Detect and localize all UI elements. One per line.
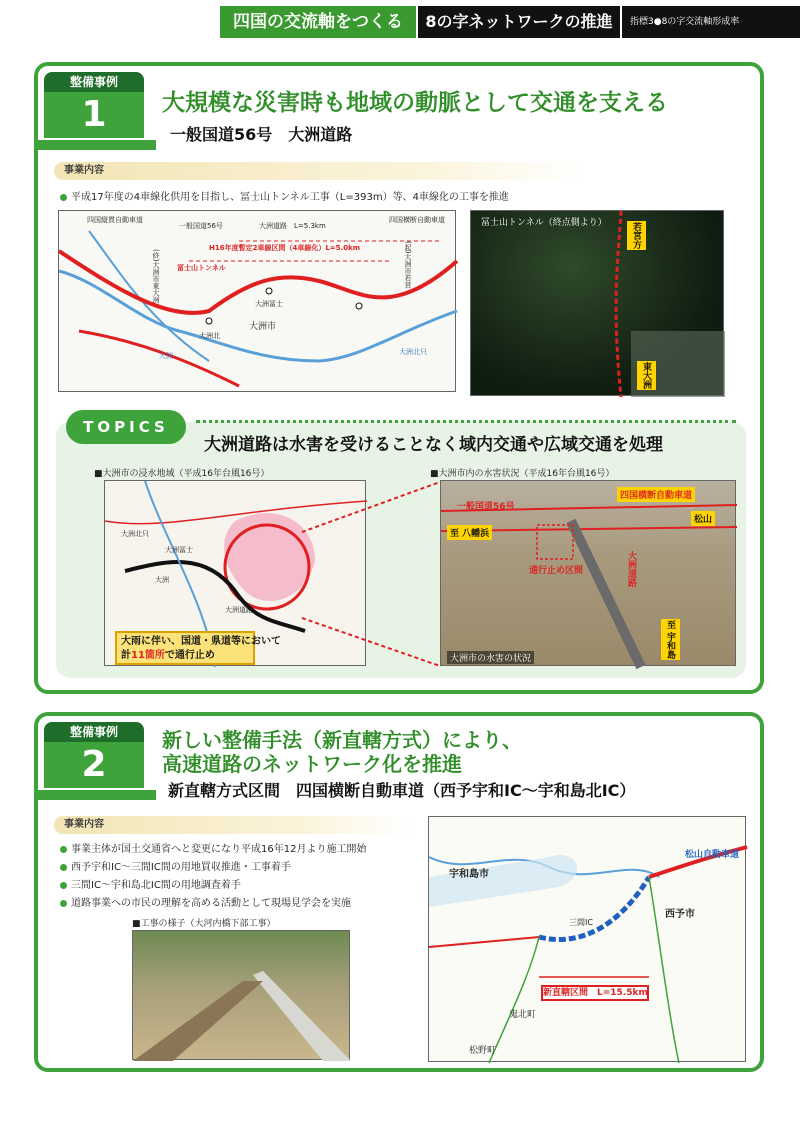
case2-title-line2: 高速道路のネットワーク化を推進 <box>162 752 462 776</box>
bullet-dot-icon <box>60 864 67 871</box>
case1-label: 整備事例 <box>44 72 144 92</box>
map-label-1: 大洲北 <box>199 332 220 340</box>
case2-panel <box>34 712 764 1072</box>
map-city-matsuno: 松野町 <box>469 1046 497 1056</box>
case2-bullet-text: 道路事業への市民の理解を高める活動として現場見学会を実施 <box>71 898 351 909</box>
topics-flood-photo <box>440 480 736 666</box>
map-label-road: 大洲道路 L=5.3km <box>259 222 326 230</box>
note-post: で通行止め <box>164 650 215 661</box>
map-ic-label: 三間IC <box>569 918 593 927</box>
photo-label-bottom: 大洲市の水害の状況 <box>447 651 534 664</box>
case1-number: 1 <box>44 92 144 138</box>
map-label-section: H16年度暫定2車線区間（4車線化）L=5.0km <box>209 244 361 252</box>
topics-map-label-c: 大洲 <box>155 576 169 584</box>
header-indicator-tab: 指標3●8の字交流軸形成率 <box>622 6 800 38</box>
photo-tag-bottom: 東大洲 <box>637 361 656 390</box>
photo-label-uwajima: 至 宇和島 <box>661 619 680 660</box>
case1-road-map <box>58 210 456 392</box>
case2-photo-graphic <box>133 931 351 1061</box>
photo-label-matsuyama: 松山 <box>691 511 715 526</box>
case2-number: 2 <box>44 742 144 788</box>
bullet-dot-icon <box>60 194 67 201</box>
case1-bullet <box>60 188 509 203</box>
case2-label: 整備事例 <box>44 722 144 742</box>
case1-subtitle: 一般国道56号 大洲道路 <box>170 125 353 144</box>
map-city-kihoku: 鬼北町 <box>509 1010 537 1020</box>
case2-bullet-2 <box>60 858 291 873</box>
map-label-tunnel: 冨士山トンネル <box>177 264 226 272</box>
note-line1: 大雨に伴い、国道・県道等において <box>121 636 281 647</box>
case2-photo-caption: ■工事の様子（大河内橋下部工事） <box>132 919 276 929</box>
map-label-4: 大洲 <box>159 352 173 360</box>
photo-label-section: 通行止め区間 <box>529 566 584 576</box>
case2-construction-photo <box>132 930 350 1060</box>
topics-left-caption: ■大洲市の浸水地域（平成16年台風16号） <box>94 469 270 479</box>
case2-section-label: 事業内容 <box>54 816 414 834</box>
case2-bullet-4 <box>60 894 351 909</box>
case2-subtitle: 新直轄方式区間 四国横断自動車道（西予宇和IC～宇和島北IC） <box>168 781 636 800</box>
case1-bullet-text: 平成17年度の4車線化供用を目指し、冨士山トンネル工事（L=393m）等、4車線化の工事を推進 <box>71 192 509 203</box>
case2-route-map <box>428 816 746 1062</box>
map-label-left-top: 四国縦貫自動車道 <box>87 216 143 224</box>
topics-right-caption: ■大洲市内の水害状況（平成16年台風16号） <box>430 469 615 479</box>
case2-bullet-text: 事業主体が国土交通省へと変更になり平成16年12月より施工開始 <box>71 844 367 855</box>
photo-tag-top: 若宮方 <box>627 221 646 250</box>
bullet-dot-icon <box>60 900 67 907</box>
case1-accent-bar <box>38 140 156 150</box>
topics-title: 大洲道路は水害を受けることなく域内交通や広域交通を処理 <box>204 435 663 455</box>
map-section-label: 新直轄区間 L=15.5km <box>541 985 649 1001</box>
photo-label-yawatahama: 至 八幡浜 <box>447 525 492 540</box>
map-label-ic-right: (起)大洲市若宮 <box>404 241 412 289</box>
bullet-dot-icon <box>60 846 67 853</box>
case1-panel <box>34 62 764 694</box>
map-label-2: 大洲冨士 <box>255 300 283 308</box>
header-section-tab: 四国の交流軸をつくる <box>220 6 416 38</box>
case2-accent-bar <box>38 790 156 800</box>
case2-bullet-text: 三間IC～宇和島北IC間の用地調査着手 <box>71 880 241 891</box>
bullet-dot-icon <box>60 882 67 889</box>
map-city-seiyo: 西予市 <box>665 909 695 920</box>
page-header <box>0 0 800 44</box>
note-count: 11箇所 <box>131 650 165 661</box>
topics-map-label-b: 大洲冨士 <box>165 546 193 554</box>
tunnel-photo-caption: 冨士山トンネル（終点側より） <box>481 218 607 228</box>
photo-label-expressway: 四国横断自動車道 <box>617 487 695 502</box>
topics-badge: TOPICS <box>66 410 186 444</box>
topics-map-label-d: 大洲道路 <box>225 606 253 614</box>
map-label-right-top: 四国横断自動車道 <box>389 216 445 224</box>
case2-bullet-1 <box>60 840 366 855</box>
topics-section <box>56 418 746 678</box>
case1-section-label: 事業内容 <box>54 162 584 180</box>
case1-tunnel-photo <box>470 210 724 396</box>
map-label-3: 大洲北只 <box>399 348 427 356</box>
note-pre: 計 <box>121 650 131 661</box>
map-label-route: 一般国道56号 <box>179 222 223 230</box>
case1-photo-graphic <box>471 211 725 397</box>
case2-bullet-3 <box>60 876 241 891</box>
case2-title-line1: 新しい整備手法（新直轄方式）により、 <box>162 728 522 752</box>
case1-badge <box>44 72 144 138</box>
map-label-ic-left: (終)大洲市東大洲 <box>152 249 160 304</box>
topics-map-label-a: 大洲北只 <box>121 530 149 538</box>
map-route-label: 松山自動車道 <box>685 850 740 860</box>
map-city-uwajima: 宇和島市 <box>449 869 489 880</box>
map-label-city: 大洲市 <box>249 322 277 332</box>
case2-badge <box>44 722 144 788</box>
header-topic-tab: 8の字ネットワークの推進 <box>418 6 620 38</box>
photo-label-route56: 一般国道56号 <box>457 502 515 512</box>
case1-title: 大規模な災害時も地域の動脈として交通を支える <box>162 90 668 116</box>
case2-bullet-text: 西予宇和IC～三間IC間の用地買収推進・工事着手 <box>71 862 291 873</box>
photo-label-road: 大洲道路 <box>626 551 636 587</box>
